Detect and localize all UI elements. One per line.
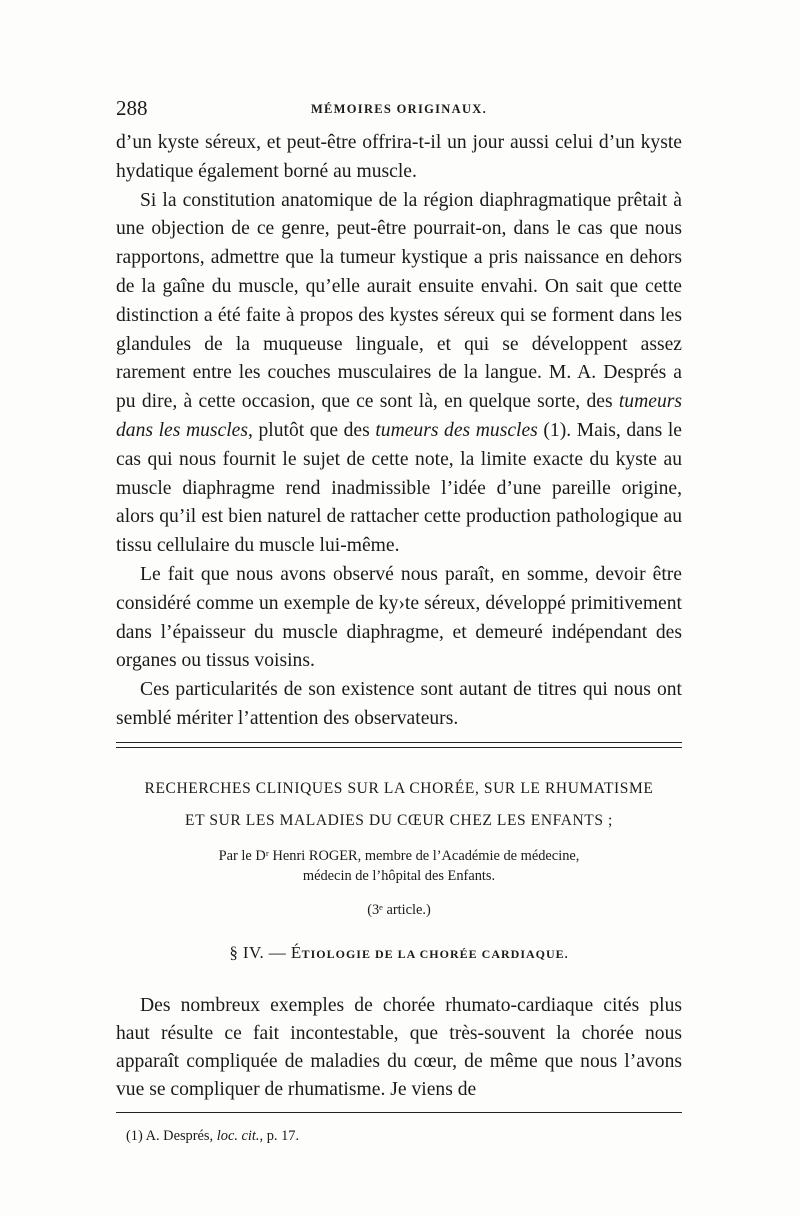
double-rule-divider [116, 742, 682, 748]
paragraph-text: , plutôt que des [247, 419, 376, 441]
paragraph: Le fait que nous avons observé nous paraît, en somme, devoir être considéré comme un exemple de ky›te séreux, développé primitivement dans l’épaisseur du muscle diaphragme, et demeuré indépendant des organes ou tissus voisins. [116, 563, 682, 672]
italic-phrase: tumeurs dans les muscles [116, 391, 682, 441]
paragraph-text: Si la constitution anatomique de la région diaphragmatique prêtait à une objection de ce genre, peut-être pourrait-on, dans le cas que nous rapportons, admettre que la tumeur kystique a pris naissance en dehors de la gaîne du muscle, qu’elle aurait ensuite envahi. On sait que cette distinction a été faite à propos des kystes séreux qui se forment dans les glandules de la muqueuse linguale, et qui se développent assez rarement entre les couches musculaires de la langue. M. A. Després a pu dire, à cette occasion, que ce sont là, en quelque sorte, des [116, 189, 682, 413]
footnote-rule [116, 1112, 682, 1113]
footnote-author: A. Després, [145, 1128, 214, 1144]
footnote-marker: (1) [126, 1128, 143, 1144]
article-part: (3ᵉ article.) [367, 902, 431, 918]
byline-line: médecin de l’hôpital des Enfants. [302, 868, 496, 884]
section-dash: — [268, 943, 287, 962]
running-head [116, 96, 682, 122]
footnote-pages: , p. 17. [259, 1128, 300, 1144]
paragraph [116, 187, 682, 561]
body-text [116, 129, 682, 734]
byline-line: Par le Dʳ Henri ROGER, membre de l’Académie de médecine, [218, 848, 580, 864]
footnote [126, 1128, 299, 1145]
footnote-ref: loc. cit. [216, 1128, 260, 1144]
section-body: Des nombreux exemples de chorée rhumato-cardiaque cités plus haut résulte ce fait incontestable, que très-souvent la chorée nous apparaît compliquée de maladies du cœur, de même que nous l’avons vue se compliquer de rhumatisme. Je viens de [116, 995, 682, 1100]
section-heading-text: TIOLOGIE DE LA CHORÉE CARDIAQUE. [301, 947, 569, 961]
article-title-line: RECHERCHES CLINIQUES SUR LA CHORÉE, SUR LE RHUMATISME [144, 780, 654, 797]
article-title [116, 773, 682, 837]
section-heading-initial: É [290, 943, 302, 962]
italic-phrase: tumeurs des muscles [375, 419, 538, 441]
section-number: § IV. [229, 943, 265, 962]
paragraph: Ces particularités de son existence sont autant de titres qui nous ont semblé mériter l’attention des observateurs. [116, 679, 682, 729]
article-title-line: ET SUR LES MALADIES DU CŒUR CHEZ LES ENFANTS ; [185, 812, 613, 829]
section-heading [116, 943, 682, 963]
page-number: 288 [116, 96, 148, 120]
paragraph: d’un kyste séreux, et peut-être offrira-t-il un jour aussi celui d’un kyste hydatique également borné au muscle. [116, 132, 682, 182]
paragraph-text: (1). Mais, dans le cas qui nous fournit le sujet de cette note, la limite exacte du kyste au muscle diaphragme rend inadmissible l’idée d’une pareille origine, alors qu’il est bien naturel de rattacher cette production pathologique au tissu cellulaire du muscle lui-même. [116, 419, 683, 557]
byline [116, 846, 682, 886]
running-title: MÉMOIRES ORIGINAUX. [310, 102, 488, 116]
